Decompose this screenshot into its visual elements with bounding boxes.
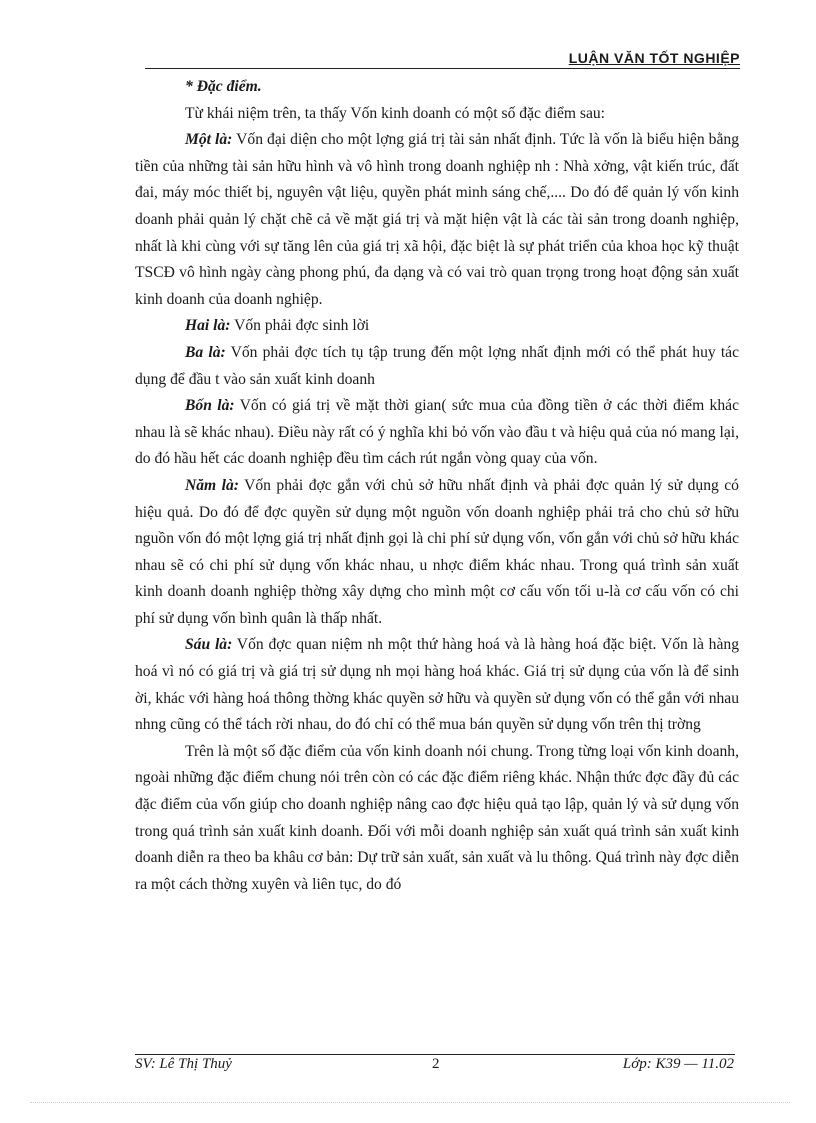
footer-divider [135,1054,735,1055]
running-header-title: LUẬN VĂN TỐT NGHIỆP [568,50,740,66]
paragraph-5-text: Vốn phải đợc gắn với chủ sở hữu nhất định và phải đợc quản lý sử dụng có hiệu quả. Do đó để đợc quyền sử dụng một nguồn vốn doanh nghiệp phải trả cho chủ sở hữu nguồn vốn đó một lợng giá trị nhất định gọi là chi phí sử dụng vốn, vốn gắn với chủ sở hữu khác nhau sẽ có chi phí sử dụng vốn khác nhau, u nhợc điểm khác nhau. Trong quá trình sản xuất kinh doanh doanh nghiệp thờng xây dựng cho mình một cơ cấu vốn tối u-là cơ cấu vốn có chi phí sử dụng vốn bình quân là thấp nhất. [135,476,739,627]
paragraph-5-lead: Năm là: [185,476,239,494]
footer-student-name: SV: Lê Thị Thuỷ [135,1056,232,1072]
section-heading: * Đặc điểm. [185,78,262,95]
paragraph-intro: Từ khái niệm trên, ta thấy Vốn kinh doanh có một số đặc điểm sau: [185,104,606,122]
paragraph-1-text: Vốn đại diện cho một lợng giá trị tài sản nhất định. Tức là vốn là biểu hiện bằng tiền của những tài sản hữu hình và vô hình trong doanh nghiệp nh : Nhà xởng, vật kiến trúc, đất đai, máy móc thiết bị, nguyên vật liệu, quyền phát minh sáng chế,.... Do đó để quản lý vốn kinh doanh phải quản lý chặt chẽ cả về mặt giá trị và mặt hiện vật là các tài sản trong doanh nghiệp, nhất là khi cùng với sự tăng lên của giá trị xã hội, đặc biệt là sự phát triển của khoa học kỹ thuật TSCĐ vô hình ngày càng phong phú, đa dạng và có vai trò quan trọng trong hoạt động sản xuất kinh doanh của doanh nghiệp. [135,131,739,308]
paragraph-3-text: Vốn phải đợc tích tụ tập trung đến một lợng nhất định mới có thể phát huy tác dụng để đầu t vào sản xuất kinh doanh [135,343,739,388]
paragraph-3-lead: Ba là: [185,343,226,361]
paragraph-3 [135,340,739,393]
paragraph-4-lead: Bốn là: [185,397,235,415]
paragraph-2-lead: Hai là: [185,317,231,335]
paragraph-4-text: Vốn có giá trị về mặt thời gian( sức mua của đồng tiền ở các thời điểm khác nhau là sẽ khác nhau). Điều này rất có ý nghĩa khi bỏ vốn vào đầu t và hiệu quả của nó mang lại, do đó hầu hết các doanh nghiệp đều tìm cách rút ngắn vòng quay của vốn. [135,397,739,468]
paragraph-4 [135,393,739,473]
paragraph-6-text: Vốn đợc quan niệm nh một thứ hàng hoá và là hàng hoá đặc biệt. Vốn là hàng hoá vì nó có giá trị và giá trị sử dụng nh mọi hàng hoá khác. Giá trị sử dụng của vốn là để sinh ời, khác với hàng hoá thông thờng khác quyền sở hữu và quyền sử dụng vốn có thể gắn với nhau nhng cũng có thể tách rời nhau, do đó chỉ có thể mua bán quyền sử dụng vốn trên thị trờng [135,636,739,734]
paragraph-6-lead: Sáu là: [185,636,233,654]
document-body [135,74,739,898]
paragraph-1-lead: Một là: [185,131,233,149]
paragraph-5 [135,473,739,633]
page-edge-dotted-line [30,1102,790,1103]
header-divider [145,68,740,69]
footer-page-number: 2 [432,1056,440,1072]
paragraph-2-text: Vốn phải đợc sinh lời [230,317,370,335]
paragraph-2 [135,313,739,340]
paragraph-7: Trên là một số đặc điểm của vốn kinh doanh nói chung. Trong từng loại vốn kinh doanh, ngoài những đặc điểm chung nói trên còn có các đặc điểm riêng khác. Nhận thức đợc đầy đủ các đặc điểm của vốn giúp cho doanh nghiệp nâng cao đợc hiệu quả tạo lập, quản lý và sử dụng vốn trong quá trình sản xuất kinh doanh. Đối với mỗi doanh nghiệp sản xuất quá trình sản xuất kinh doanh diễn ra theo ba khâu cơ bản: Dự trữ sản xuất, sản xuất và lu thông. Quá trình này đợc diễn ra một cách thờng xuyên và liên tục, do đó [135,742,739,893]
paragraph-1 [135,127,739,313]
footer-class-label: Lớp: K39 — 11.02 [622,1056,734,1072]
paragraph-6 [135,632,739,738]
